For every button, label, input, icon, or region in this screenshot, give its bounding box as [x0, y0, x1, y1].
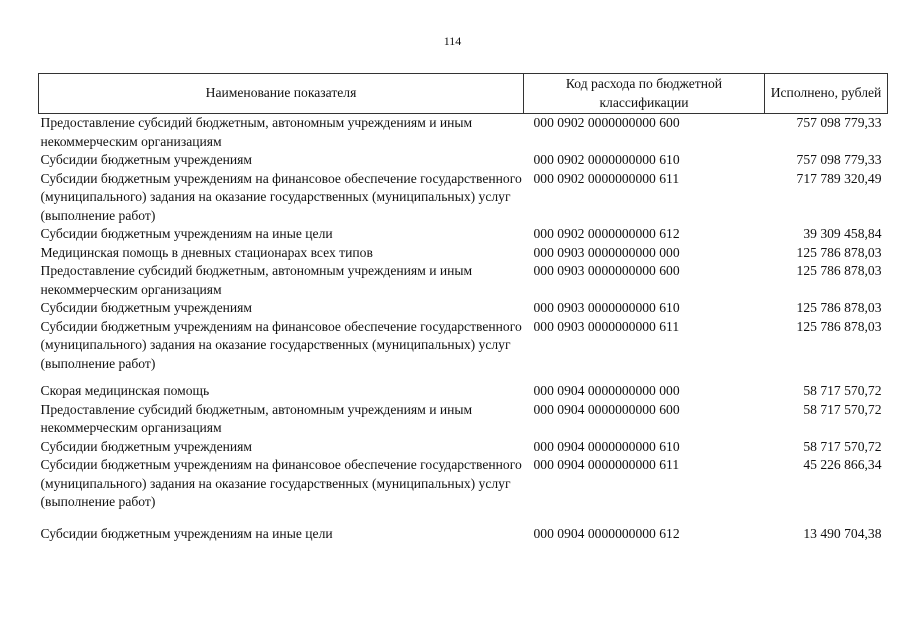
table-row — [39, 262, 888, 299]
executed-amount: 13 490 704,38 — [803, 525, 882, 541]
executed-amount: 125 786 878,03 — [796, 244, 882, 260]
table-row — [39, 299, 888, 318]
table-row — [39, 456, 888, 512]
budget-code: 000 0902 0000000000 610 — [533, 152, 680, 167]
indicator-name: Субсидии бюджетным учреждениям на иные цели — [40, 226, 333, 241]
indicator-name: Субсидии бюджетным учреждениям на финансовое обеспечение государственного (муниципального) задания на оказание государственных (муниципальных) услуг (выполнение работ) — [40, 170, 522, 223]
budget-code: 000 0904 0000000000 000 — [533, 383, 680, 398]
table-row — [39, 225, 888, 244]
indicator-name: Субсидии бюджетным учреждениям на финансовое обеспечение государственного (муниципального) задания на оказание государственных (муниципальных) услуг (выполнение работ) — [40, 457, 522, 509]
table-row — [39, 438, 888, 457]
budget-code: 000 0902 0000000000 612 — [533, 226, 680, 241]
executed-amount: 757 098 779,33 — [796, 115, 882, 130]
executed-amount: 58 717 570,72 — [803, 401, 882, 417]
budget-code: 000 0902 0000000000 611 — [533, 170, 680, 186]
budget-code: 000 0903 0000000000 610 — [533, 300, 680, 315]
budget-code: 000 0902 0000000000 600 — [533, 115, 680, 130]
table-header-row — [39, 74, 888, 114]
executed-amount: 125 786 878,03 — [796, 318, 882, 334]
table-row — [39, 401, 888, 438]
table-row — [39, 512, 888, 544]
table-row — [39, 318, 888, 374]
table-row — [39, 244, 888, 263]
table-row — [39, 170, 888, 226]
indicator-name: Субсидии бюджетным учреждениям на финансовое обеспечение государственного (муниципального) задания на оказание государственных (муниципальных) услуг (выполнение работ) — [40, 318, 522, 371]
indicator-name: Субсидии бюджетным учреждениям — [40, 300, 253, 315]
executed-amount: 125 786 878,03 — [796, 300, 882, 315]
indicator-name: Субсидии бюджетным учреждениям — [40, 438, 253, 454]
indicator-name: Медицинская помощь в дневных стационарах всех типов — [40, 244, 373, 260]
indicator-name: Субсидии бюджетным учреждениям на иные цели — [40, 525, 333, 541]
indicator-name: Субсидии бюджетным учреждениям — [40, 152, 253, 167]
indicator-name: Предоставление субсидий бюджетным, автономным учреждениям и иным некоммерческим организациям — [40, 401, 473, 435]
indicator-name: Скорая медицинская помощь — [40, 383, 210, 398]
header-indicator-name: Наименование показателя — [39, 74, 524, 114]
budget-code: 000 0903 0000000000 611 — [533, 318, 680, 334]
table-row — [39, 114, 888, 152]
header-budget-code: Код расхода по бюджетной классификации — [524, 74, 765, 114]
table-row — [39, 151, 888, 170]
budget-code: 000 0903 0000000000 000 — [533, 244, 680, 260]
budget-code: 000 0904 0000000000 611 — [533, 457, 680, 472]
budget-execution-table — [38, 73, 888, 543]
budget-code: 000 0903 0000000000 600 — [533, 263, 680, 278]
table-row — [39, 373, 888, 401]
budget-code: 000 0904 0000000000 600 — [533, 401, 680, 417]
executed-amount: 58 717 570,72 — [803, 438, 882, 454]
executed-amount: 39 309 458,84 — [803, 226, 882, 241]
page-number: 114 — [443, 34, 462, 48]
indicator-name: Предоставление субсидий бюджетным, автономным учреждениям и иным некоммерческим организациям — [40, 115, 473, 149]
executed-amount: 58 717 570,72 — [803, 383, 882, 398]
executed-amount: 757 098 779,33 — [796, 152, 882, 167]
budget-code: 000 0904 0000000000 612 — [533, 525, 680, 541]
budget-code: 000 0904 0000000000 610 — [533, 438, 680, 454]
indicator-name: Предоставление субсидий бюджетным, автономным учреждениям и иным некоммерческим организациям — [40, 263, 473, 297]
executed-amount: 45 226 866,34 — [803, 457, 882, 472]
executed-amount: 125 786 878,03 — [796, 263, 882, 278]
executed-amount: 717 789 320,49 — [796, 170, 882, 186]
header-executed-amount: Исполнено, рублей — [765, 74, 888, 114]
